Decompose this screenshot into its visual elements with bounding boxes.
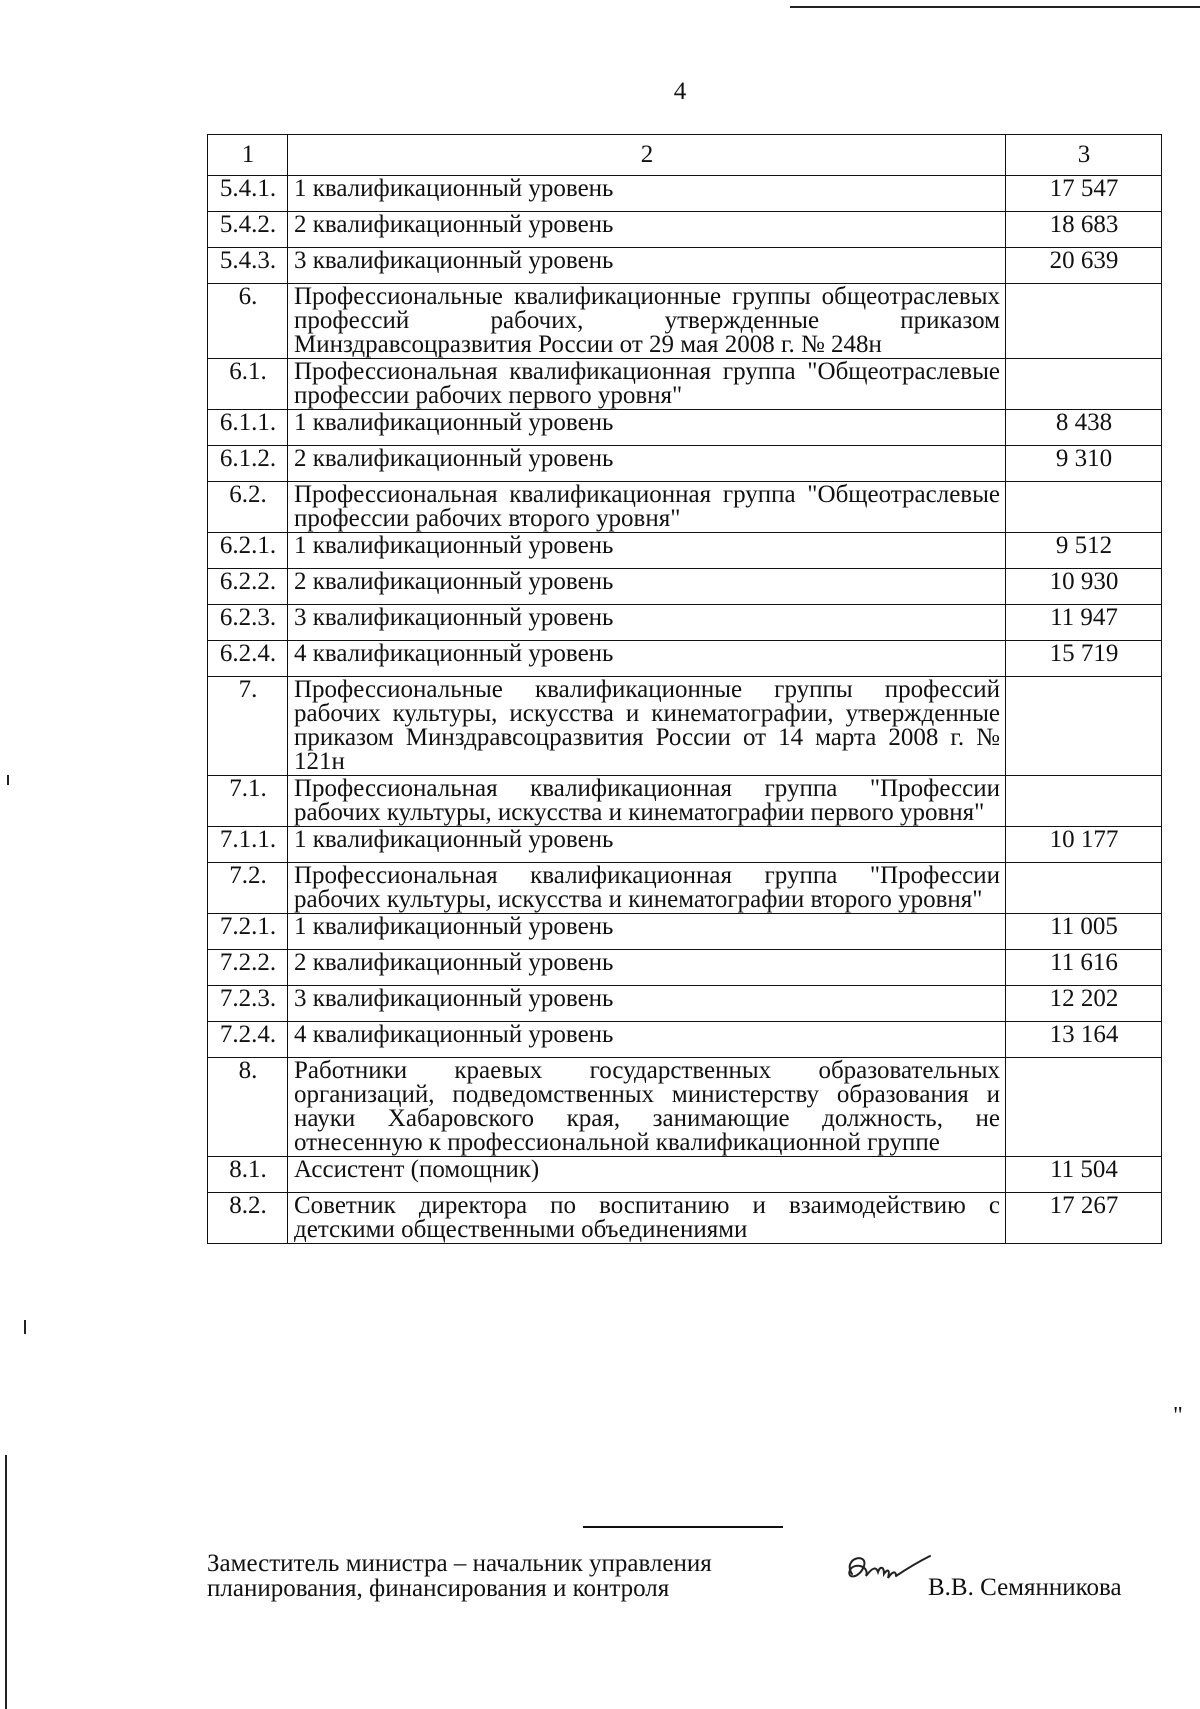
table-row <box>208 914 1162 950</box>
table-row <box>208 1022 1162 1058</box>
row-value: 11 947 <box>1006 605 1162 641</box>
row-value: 20 639 <box>1006 248 1162 284</box>
row-value <box>1006 359 1162 410</box>
row-name: 2 квалификационный уровень <box>288 212 1006 248</box>
row-value <box>1006 482 1162 533</box>
separator-line <box>583 1526 783 1528</box>
row-value: 11 504 <box>1006 1157 1162 1193</box>
row-number: 6.1.2. <box>208 446 288 482</box>
row-number: 8. <box>208 1058 288 1157</box>
row-number: 5.4.3. <box>208 248 288 284</box>
column-header-value: 3 <box>1006 135 1162 176</box>
row-value: 11 005 <box>1006 914 1162 950</box>
row-number: 6.1. <box>208 359 288 410</box>
row-name: Профессиональные квалификационные группы общеотраслевых профессий рабочих, утвержденные приказом Минздравсоцразвития России от 29 мая 2008 г. № 248н <box>288 284 1006 359</box>
table-row <box>208 533 1162 569</box>
table-row <box>208 359 1162 410</box>
table-row <box>208 863 1162 914</box>
table-row <box>208 410 1162 446</box>
salary-table <box>207 134 1162 1244</box>
row-name: Ассистент (помощник) <box>288 1157 1006 1193</box>
row-number: 5.4.1. <box>208 176 288 212</box>
table-row <box>208 641 1162 677</box>
row-name: 3 квалификационный уровень <box>288 605 1006 641</box>
row-value: 15 719 <box>1006 641 1162 677</box>
table-row <box>208 446 1162 482</box>
row-name: 4 квалификационный уровень <box>288 1022 1006 1058</box>
row-name: 1 квалификационный уровень <box>288 827 1006 863</box>
table-row <box>208 950 1162 986</box>
column-header-name: 2 <box>288 135 1006 176</box>
table-row <box>208 827 1162 863</box>
scan-left-mark <box>5 1455 7 1709</box>
scan-left-dot <box>7 775 9 785</box>
row-value: 12 202 <box>1006 986 1162 1022</box>
row-name: 1 квалификационный уровень <box>288 176 1006 212</box>
row-name: Профессиональная квалификационная группа "Профессии рабочих культуры, искусства и кинематографии первого уровня" <box>288 776 1006 827</box>
scan-top-border <box>790 6 1200 8</box>
table-body <box>208 176 1162 1244</box>
row-name: 2 квалификационный уровень <box>288 569 1006 605</box>
row-value: 9 512 <box>1006 533 1162 569</box>
row-value <box>1006 1058 1162 1157</box>
table-row <box>208 212 1162 248</box>
row-number: 7.1.1. <box>208 827 288 863</box>
row-name: 1 квалификационный уровень <box>288 914 1006 950</box>
row-number: 6.1.1. <box>208 410 288 446</box>
table-row <box>208 248 1162 284</box>
row-number: 6.2.2. <box>208 569 288 605</box>
row-name: Профессиональная квалификационная группа "Общеотраслевые профессии рабочих второго уровня" <box>288 482 1006 533</box>
row-number: 6.2. <box>208 482 288 533</box>
row-number: 6.2.4. <box>208 641 288 677</box>
scan-left-dot <box>24 1320 26 1334</box>
table-row <box>208 1058 1162 1157</box>
table-row <box>208 1157 1162 1193</box>
column-header-number: 1 <box>208 135 288 176</box>
row-name: 4 квалификационный уровень <box>288 641 1006 677</box>
row-name: Профессиональная квалификационная группа "Общеотраслевые профессии рабочих первого уровня" <box>288 359 1006 410</box>
row-name: Работники краевых государственных образовательных организаций, подведомственных министерству образования и науки Хабаровского края, занимающие должность, не отнесенную к профессиональной квалификационной группе <box>288 1058 1006 1157</box>
table-row <box>208 986 1162 1022</box>
row-value <box>1006 284 1162 359</box>
table-row <box>208 482 1162 533</box>
row-value: 10 177 <box>1006 827 1162 863</box>
row-name: Советник директора по воспитанию и взаимодействию с детскими общественными объединениями <box>288 1193 1006 1244</box>
row-name: 3 квалификационный уровень <box>288 986 1006 1022</box>
handwritten-signature <box>838 1544 938 1594</box>
row-value <box>1006 776 1162 827</box>
row-value: 18 683 <box>1006 212 1162 248</box>
row-value <box>1006 863 1162 914</box>
row-number: 7.2.2. <box>208 950 288 986</box>
table-row <box>208 176 1162 212</box>
row-value: 9 310 <box>1006 446 1162 482</box>
page-number: 4 <box>673 78 687 105</box>
signer-title-line-2: планирования, финансирования и контроля <box>207 1575 670 1602</box>
row-value: 17 267 <box>1006 1193 1162 1244</box>
signer-title <box>207 1551 712 1601</box>
row-number: 7.2.3. <box>208 986 288 1022</box>
row-value: 11 616 <box>1006 950 1162 986</box>
table-row <box>208 1193 1162 1244</box>
row-name: 2 квалификационный уровень <box>288 446 1006 482</box>
row-value: 17 547 <box>1006 176 1162 212</box>
row-value <box>1006 677 1162 776</box>
row-name: 3 квалификационный уровень <box>288 248 1006 284</box>
row-value: 8 438 <box>1006 410 1162 446</box>
row-number: 5.4.2. <box>208 212 288 248</box>
row-name: Профессиональные квалификационные группы профессий рабочих культуры, искусства и кинематографии, утвержденные приказом Минздравсоцразвития России от 14 марта 2008 г. № 121н <box>288 677 1006 776</box>
table-row <box>208 284 1162 359</box>
row-number: 6.2.1. <box>208 533 288 569</box>
row-name: 1 квалификационный уровень <box>288 410 1006 446</box>
row-number: 8.2. <box>208 1193 288 1244</box>
table-header-row <box>208 135 1162 176</box>
row-name: 1 квалификационный уровень <box>288 533 1006 569</box>
row-name: 2 квалификационный уровень <box>288 950 1006 986</box>
row-number: 6. <box>208 284 288 359</box>
row-value: 13 164 <box>1006 1022 1162 1058</box>
row-number: 7.2.4. <box>208 1022 288 1058</box>
row-number: 6.2.3. <box>208 605 288 641</box>
row-number: 8.1. <box>208 1157 288 1193</box>
table-row <box>208 605 1162 641</box>
row-number: 7.1. <box>208 776 288 827</box>
table-row <box>208 776 1162 827</box>
row-value: 10 930 <box>1006 569 1162 605</box>
row-number: 7. <box>208 677 288 776</box>
row-name: Профессиональная квалификационная группа "Профессии рабочих культуры, искусства и кинематографии второго уровня" <box>288 863 1006 914</box>
signer-name: В.В. Семянникова <box>928 1574 1122 1601</box>
table-row <box>208 569 1162 605</box>
closing-quote: " <box>1173 1403 1183 1429</box>
row-number: 7.2. <box>208 863 288 914</box>
row-number: 7.2.1. <box>208 914 288 950</box>
table-row <box>208 677 1162 776</box>
signer-title-line-1: Заместитель министра – начальник управления <box>207 1550 712 1577</box>
